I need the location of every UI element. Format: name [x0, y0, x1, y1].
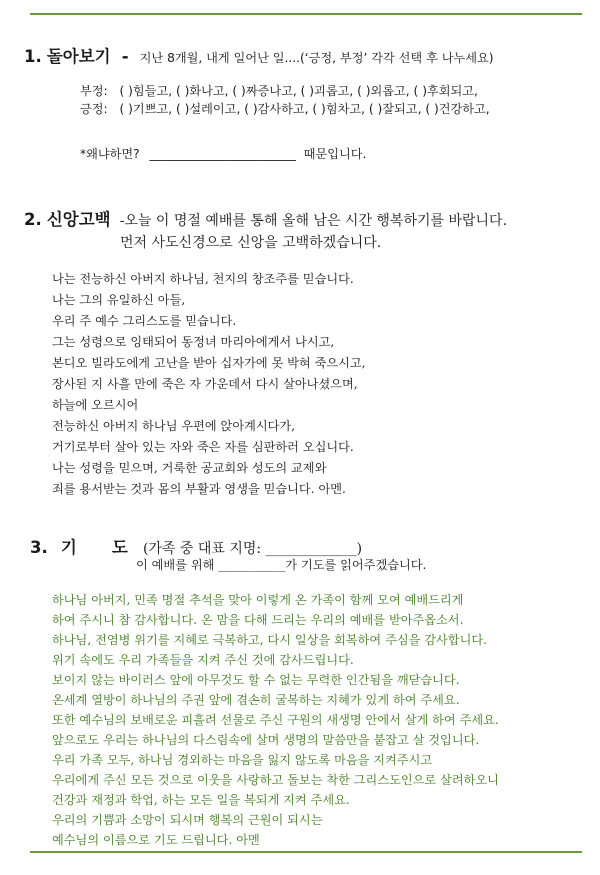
prayer-line: 우리에게 주신 모든 것으로 이웃을 사랑하고 돌보는 착한 그리스도인으로 살려하오니 — [52, 773, 499, 787]
bottom-divider — [30, 851, 582, 853]
prayer-line: 예수님의 이름으로 기도 드립니다. 아멘 — [52, 833, 260, 847]
creed-line: 본디오 빌라도에게 고난을 받아 십자가에 못 박혀 죽으시고, — [52, 356, 366, 370]
creed-line: 장사된 지 사흘 만에 죽은 자 가운데서 다시 살아나셨으며, — [52, 377, 358, 391]
creed-line: 전능하신 아버지 하나님 우편에 앉아계시다가, — [52, 419, 296, 433]
positive-label: 긍정: — [80, 102, 108, 116]
prayer-line: 건강과 재정과 학업, 하는 모든 일을 복되게 지켜 주세요. — [52, 793, 350, 807]
negative-row — [80, 82, 478, 99]
designation-field[interactable]: (가족 중 대표 지명: _____________) — [142, 541, 363, 557]
section3-title-right: 도 — [111, 538, 128, 557]
section2-title: 신앙고백 — [46, 210, 111, 229]
prayer-line: 위기 속에도 우리 가족들을 지켜 주신 것에 감사드립니다. — [52, 653, 354, 667]
creed-line: 하늘에 오르시어 — [52, 398, 139, 412]
section3-number: 3. — [30, 538, 48, 557]
prayer-line: 온세계 열방이 하나님의 주권 앞에 겸손히 굴복하는 지혜가 있게 하여 주세요. — [52, 693, 460, 707]
prayer-line: 우리 가족 모두, 하나님 경외하는 마음을 잃지 않도록 마음을 지켜주시고 — [52, 753, 433, 767]
creed-line: 나는 전능하신 아버지 하나님, 천지의 창조주를 믿습니다. — [52, 272, 354, 286]
why-row — [80, 145, 366, 162]
creed-line: 나는 그의 유일하신 아들, — [52, 293, 186, 307]
creed-line: 그는 성령으로 잉태되어 동정녀 마리아에게서 나시고, — [52, 335, 335, 349]
creed-line: 죄를 용서받는 것과 몸의 부활과 영생을 믿습니다. 아멘. — [52, 482, 346, 496]
section1-instruction: 지난 8개월, 내게 일어난 일....(‘긍정, 부정’ 각각 선택 후 나누세요) — [139, 51, 494, 65]
section1-title: 돌아보기 — [46, 47, 111, 66]
positive-row — [80, 100, 490, 117]
creed-line: 우리 주 예수 그리스도를 믿습니다. — [52, 314, 237, 328]
prayer-line: 앞으로도 우리는 하나님의 다스림속에 살며 생명의 말씀만을 붙잡고 살 것입니다. — [52, 733, 480, 747]
why-suffix: 때문입니다. — [303, 147, 367, 161]
prayer-line: 보이지 않는 바이러스 앞에 아무것도 할 수 없는 무력한 인간됨을 깨닫습니다. — [52, 673, 460, 687]
prayer-line: 하나님 아버지, 민족 명절 추석을 맞아 이렇게 온 가족이 함께 모여 예배드리게 — [52, 593, 464, 607]
creed-line: 나는 성령을 믿으며, 거룩한 공교회와 성도의 교제와 — [52, 461, 327, 475]
top-divider — [30, 13, 582, 15]
section2-number: 2. — [24, 210, 42, 229]
negative-label: 부정: — [80, 84, 108, 98]
reader-line[interactable]: 이 예배를 위해 ___________가 기도를 읽어주겠습니다. — [136, 558, 427, 572]
prayer-line: 하나님, 전염병 위기를 지혜로 극복하고, 다시 일상을 회복하여 주심을 감사합니다. — [52, 633, 488, 647]
section2-intro-line1: -오늘 이 명절 예배를 통해 올해 남은 시간 행복하기를 바랍니다. — [119, 213, 508, 229]
section1-number: 1. — [24, 47, 42, 66]
creed-line: 거기로부터 살아 있는 자와 죽은 자를 심판하러 오십니다. — [52, 440, 354, 454]
section1-dash: - — [121, 47, 129, 66]
positive-items: ( )기쁘고, ( )설레이고, ( )감사하고, ( )힘차고, ( )잘되고, ( )건강하고, — [119, 102, 490, 116]
section3-title-left: 기 — [60, 538, 77, 557]
why-blank[interactable]: ________________________ — [149, 147, 296, 161]
negative-items: ( )힘들고, ( )화나고, ( )짜증나고, ( )괴롭고, ( )외롭고, ( )후회되고, — [119, 84, 478, 98]
why-prefix: *왜냐하면? — [80, 147, 140, 161]
prayer-line: 또한 예수님의 보배로운 피흘려 선물로 주신 구원의 새생명 안에서 살게 하여 주세요. — [52, 713, 499, 727]
prayer-line: 우리의 기쁨과 소망이 되시며 행복의 근원이 되시는 — [52, 813, 323, 827]
prayer-line: 하여 주시니 참 감사합니다. 온 맘을 다해 드리는 우리의 예배를 받아주옵소서. — [52, 613, 464, 627]
section2-intro-line2: 먼저 사도신경으로 신앙을 고백하겠습니다. — [120, 235, 382, 251]
